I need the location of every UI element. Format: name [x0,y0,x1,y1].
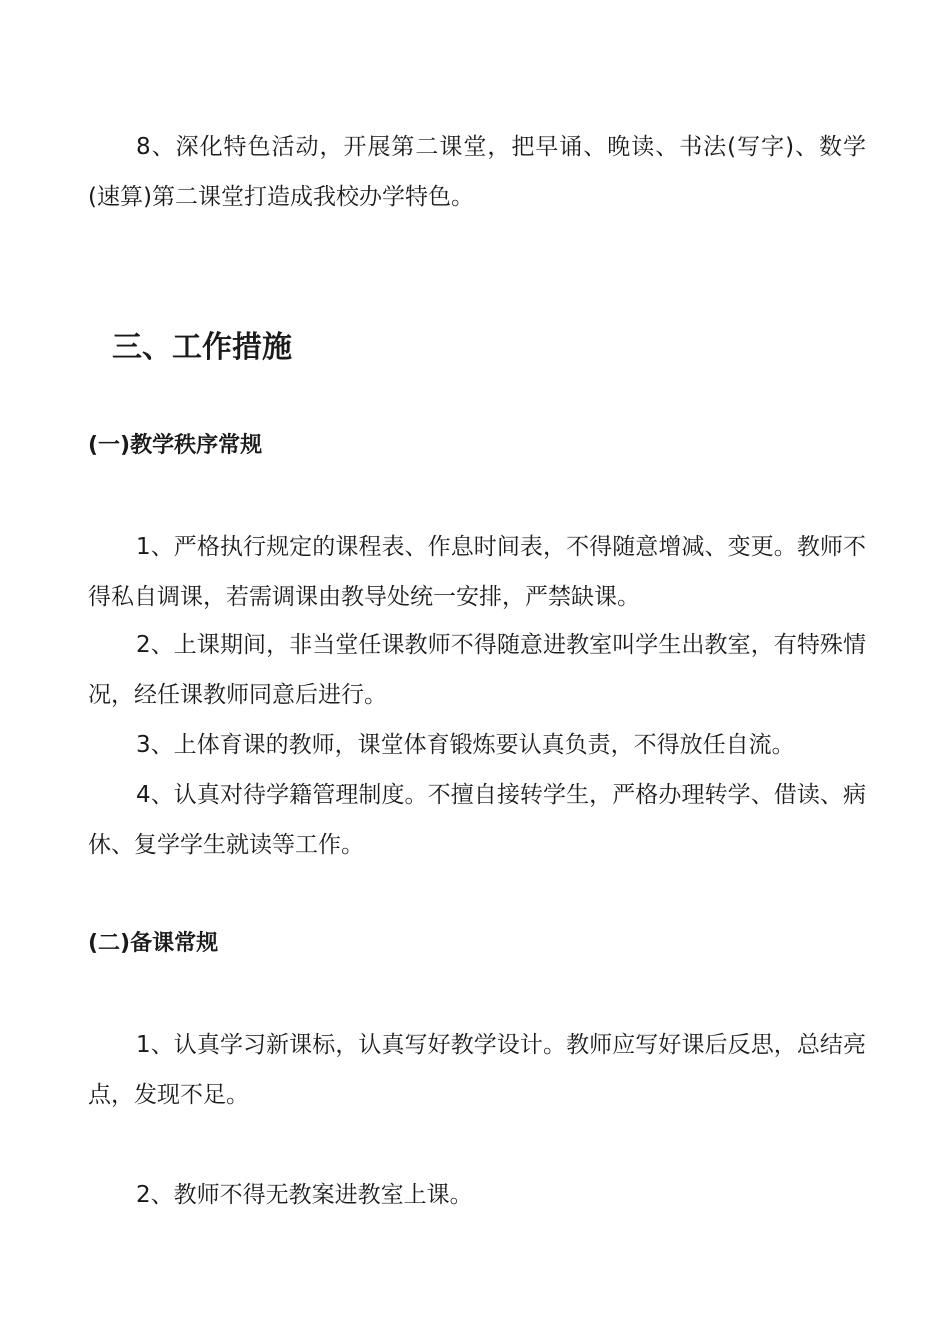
paragraph-prep-2: 2、教师不得无教案进教室上课。 [136,1182,473,1208]
subheading-teaching-order: (一)教学秩序常规 [88,433,263,458]
paragraph-item-8: 8、深化特色活动，开展第二课堂，把早诵、晚读、书法(写字)、数学(速算)第二课堂打造成我校办学特色。 [88,134,866,210]
paragraph-order-2: 2、上课期间，非当堂任课教师不得随意进教室叫学生出教室，有特殊情况，经任课教师同意后进行。 [88,632,866,708]
section-heading-work-measures: 三、工作措施 [112,330,292,365]
paragraph-order-4: 4、认真对待学籍管理制度。不擅自接转学生，严格办理转学、借读、病休、复学学生就读等工作。 [88,782,866,858]
paragraph-prep-1: 1、认真学习新课标，认真写好教学设计。教师应写好课后反思，总结亮点，发现不足。 [88,1032,866,1108]
paragraph-order-1: 1、严格执行规定的课程表、作息时间表，不得随意增减、变更。教师不得私自调课，若需调课由教导处统一安排，严禁缺课。 [88,534,866,610]
subheading-lesson-prep: (二)备课常规 [88,931,219,956]
paragraph-order-3: 3、上体育课的教师，课堂体育锻炼要认真负责，不得放任自流。 [136,732,795,758]
